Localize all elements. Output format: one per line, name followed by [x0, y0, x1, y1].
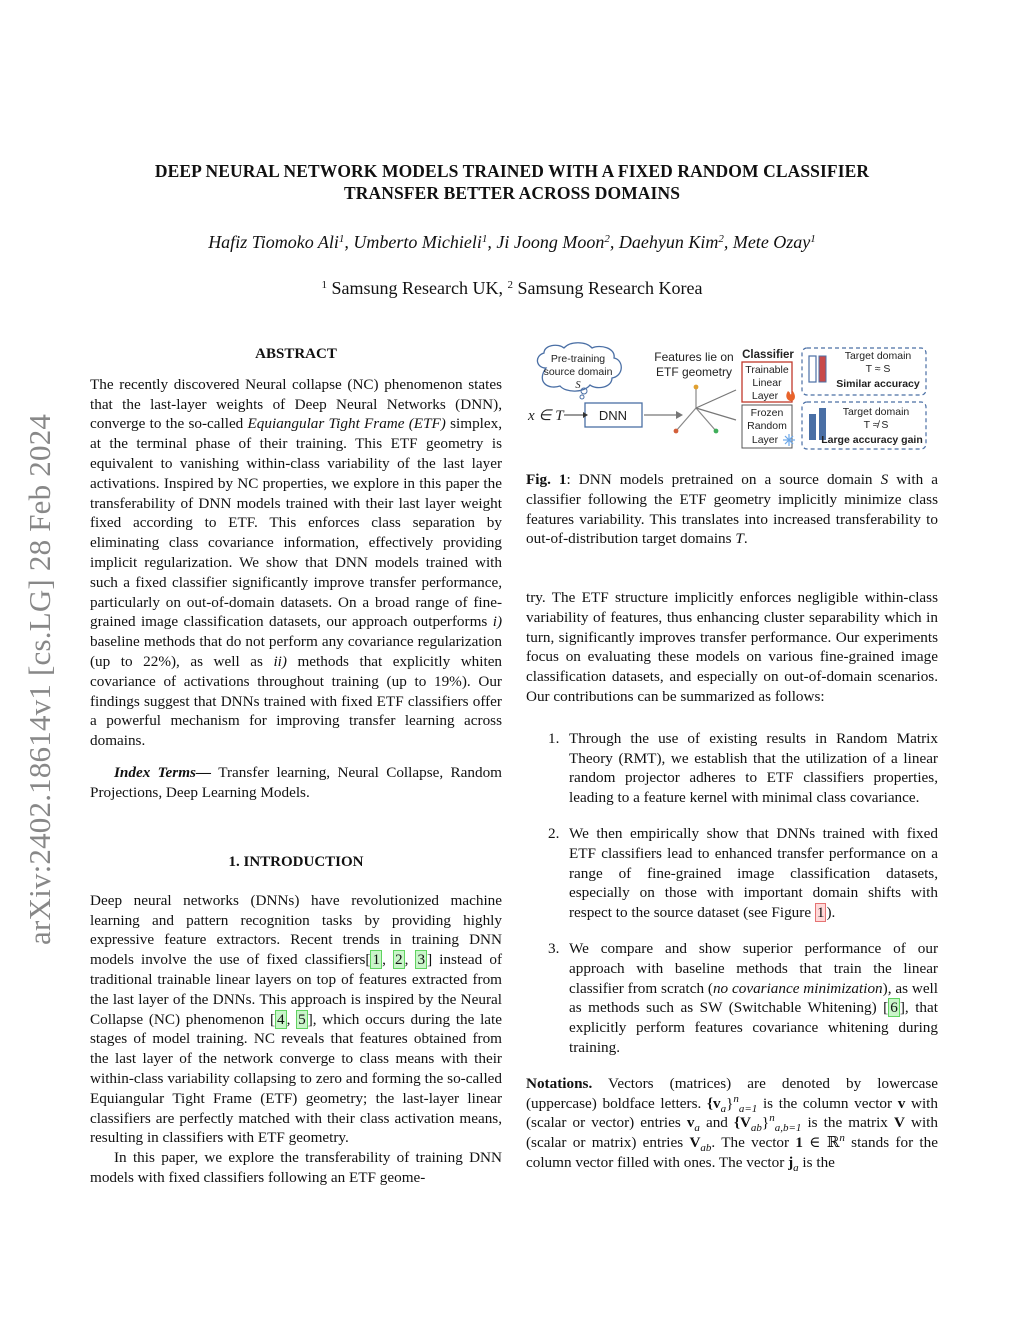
caption-math: T — [735, 530, 744, 548]
contribution-emphasis: no covariance minimization — [712, 979, 883, 997]
accuracy-bar-ours — [819, 356, 826, 382]
author-affiliation-mark: 1 — [338, 233, 345, 245]
introduction-section — [90, 853, 502, 1188]
intro-paragraph-2: In this paper, we explore the transferability of training DNN models with fixed classifiers following an ETF geome- — [90, 1149, 502, 1186]
abstract-part: simplex, at the terminal phase of their training. This ETF geometry is equivalent to vanishing within-class variability of the last layer activations. Inspired by NC properties, we explore in this paper the transferability of DNN models trained with their last layer weight fixed according to ETF. This enforces class separation by eliminating class covariance information, effectively providing implicit regularization. We show that DNN models trained with such a fixed classifier significantly improve transfer performance, particularly on out-of-domain datasets. On a broad range of fine-grained image classification datasets, our approach outperforms — [90, 415, 503, 631]
citation-link[interactable]: 4 — [277, 1010, 285, 1028]
contribution-text: Through the use of existing results in Random Matrix Theory (RMT), we establish that the utilization of a linear random projector adheres to ETF classifiers properties, leading to a feature kernel with minimal class covariance. — [569, 729, 938, 807]
citation-link[interactable]: 5 — [298, 1010, 306, 1028]
target-domain-relation: T ≉ S — [863, 419, 889, 431]
contribution-number: 2. — [548, 824, 560, 842]
contributions-list — [526, 729, 938, 1058]
input-label: x ∈ T — [528, 408, 564, 424]
frozen-label: Random — [747, 420, 787, 432]
citation-link[interactable]: 1 — [372, 951, 381, 969]
affiliation-number: 2 — [507, 279, 513, 291]
abstract-math: ii) — [273, 652, 287, 670]
target-domain-result: Similar accuracy — [836, 378, 920, 390]
pretrain-source-symbol: S — [575, 380, 581, 391]
etf-label: Features lie on — [654, 350, 734, 364]
intro-text: Deep neural networks (DNNs) have revolutionized machine learning and pattern recognition tasks by providing highly expressive feature extractors. Recent trends in training DNN models involve the use of fixed classifiers[ — [90, 891, 502, 969]
title-line-1: DEEP NEURAL NETWORK MODELS TRAINED WITH A FIXED RANDOM CLASSIFIER — [154, 161, 870, 181]
intro-paragraph-3: try. The ETF structure implicitly enforces negligible within-class variability of features, thus enhancing cluster separability which in turn, significantly improves transfer performance. Our experiments focus on evaluating these models on various fine-grained image classification datasets, and especially on out-of-domain scenarios. Our contributions can be summarized as follows: — [526, 589, 938, 705]
abstract-heading: ABSTRACT — [255, 346, 337, 362]
target-domain-label: Target domain — [844, 350, 912, 362]
etf-axis — [676, 408, 696, 431]
intro-paragraph-1: Deep neural networks (DNNs) have revolutionized machine learning and pattern recognition tasks by providing highly expressive feature extractors. Recent trends in training DNN models involve the use of fixed classifiers[ 1 , 2 , 3 ] instead of traditional trainable linear layers on top of features extracted from the last layer of the DNNs. This approach is inspired by the Neural Collapse (NC) phenomenon [ 4 , 5 ], which occurs during the late stages of model training. NC reveals that features obtained from the last layer of the network converge to class means with their within-class variability collapsing to zero and forming the so-called Equiangular Tight Frame (ETF) geometry; the last-layer linear classifiers are perfectly matched with their class activation means, resulting in classifiers with ETF geometry. — [90, 891, 503, 1147]
features-to-classifier-arrow — [696, 390, 736, 408]
frozen-label: Layer — [751, 434, 779, 446]
contribution-item — [526, 824, 938, 923]
author-affiliation-mark: 1 — [810, 233, 816, 245]
author-list: Hafiz Tiomoko Ali$^1$, Umberto Michieli$^1$, Ji Joong Moon$^2$, Daehyun Kim$^2$, Mete Ozay$^1$ — [208, 232, 816, 252]
cloud-bubble — [580, 395, 584, 399]
affiliation-number: 1 — [321, 279, 328, 291]
intro-text: ], which occurs during the late stages of model training. NC reveals that features obtained from the last layer of the network converge to class means with their within-class variability collapsing to zero and forming the so-called Equiangular Tight Frame (ETF) geometry; the last-layer linear classifiers are perfectly matched with their class activation means, resulting in classifiers with ETF geometry. — [90, 1010, 503, 1147]
abstract-text — [90, 375, 502, 751]
author-name: Ji Joong Moon — [496, 232, 605, 252]
accuracy-bar-baseline — [809, 414, 816, 440]
index-terms-label: Index Terms— — [114, 763, 212, 781]
figure-reference-link[interactable]: 1 — [816, 904, 825, 922]
classifier-label: Classifier — [742, 349, 794, 361]
arxiv-identifier: arXiv:2402.18614v1 [cs.LG] 28 Feb 2024 — [22, 413, 57, 945]
abstract-section — [90, 345, 502, 803]
figure-diagram — [526, 342, 938, 452]
author-affiliation-mark: 2 — [604, 233, 610, 245]
figure-1-caption — [526, 470, 938, 549]
abstract-part: methods that explicitly whiten covariance of activations throughout training (up to 19%). Our findings suggest that DNNs trained with fixed ETF classifiers offer a powerful mechanism for improving transfer learning across domains. — [90, 652, 503, 750]
caption-text: with a classifier following the ETF geometry implicitly minimize class features variability. This translates into increased transferability to out-of-distribution target domains — [526, 471, 938, 548]
etf-class-point — [674, 429, 679, 434]
target-domain-label: Target domain — [842, 406, 910, 418]
accuracy-bar-baseline — [809, 356, 816, 382]
introduction-continued — [526, 588, 938, 1173]
etf-class-point — [694, 385, 699, 390]
abstract-math: i) — [492, 613, 502, 631]
notations-label: Notations. — [526, 1074, 593, 1092]
abstract-part: baseline methods that do not perform any covariance regularization (up to 22%), as well as — [90, 633, 502, 670]
paper-title — [80, 160, 944, 204]
caption-text: . — [743, 530, 748, 548]
contribution-text: ). — [826, 904, 836, 922]
contribution-item — [526, 939, 938, 1058]
trainable-label: Trainable — [745, 364, 789, 376]
citation-link[interactable]: 2 — [394, 951, 403, 969]
abstract-emphasis: Equiangular Tight Frame (ETF) — [247, 415, 446, 433]
affiliations: $^1$ Samsung Research UK, $^2$ Samsung Research Korea — [321, 278, 703, 298]
citation-link[interactable]: 6 — [890, 999, 898, 1017]
intro-text: ] instead of traditional trainable linear layers on top of features extracted from the last layer of the DNNs. This approach is inspired by the Neural Collapse (NC) phenomenon [ — [90, 951, 503, 1028]
author-name: Daehyun Kim — [618, 232, 719, 252]
index-terms — [90, 763, 502, 803]
contribution-text: ], that explicitly perform features covariance whitening during training. — [569, 999, 938, 1056]
target-domain-result: Large accuracy gain — [821, 434, 923, 446]
features-arrowhead — [676, 411, 683, 419]
figure-1 — [526, 342, 938, 452]
author-affiliation-mark: 2 — [718, 233, 724, 245]
affiliation-name: Samsung Research UK — [331, 278, 499, 298]
frozen-label: Frozen — [750, 407, 784, 419]
introduction-heading: 1. INTRODUCTION — [228, 854, 364, 870]
author-name: Hafiz Tiomoko Ali — [208, 232, 339, 252]
author-name: Umberto Michieli — [353, 232, 482, 252]
author-affiliation-mark: 1 — [481, 233, 488, 245]
abstract-part: The recently discovered Neural collapse (NC) phenomenon states that the last-layer weights of Deep Neural Networks (DNN), converge to the so-called — [90, 375, 502, 433]
trainable-label: Layer — [751, 390, 779, 402]
dnn-label: DNN — [598, 408, 628, 423]
contribution-item — [526, 729, 938, 808]
notations-paragraph: Notations. Vectors (matrices) are denoted by lowercase (uppercase) boldface letters. $\{v_a\}^n_{a=1}$ is the column vector v with (scalar or vector) entries $v_a$ and $\{V_{ab}\}^n_{a,b=1}$ is the matrix V with (scalar or matrix) entries $V_{ab}$. The vector 1 ∈ ℝ$^n$ stands for the column vector filled with ones. The vector $j_a$ is the — [526, 1074, 938, 1174]
contribution-text: We then empirically show that DNNs trained with fixed ETF classifiers lead to enhanced transfer performance on a range of fine-grained image classification datasets, especially on those with important domain shifts with respect to the source dataset (see Figure — [569, 824, 938, 922]
fire-icon — [786, 390, 795, 401]
snowflake-icon — [783, 434, 795, 446]
contribution-number: 3. — [548, 939, 560, 957]
index-terms-text: Transfer learning, Neural Collapse, Random Projections, Deep Learning Models. — [90, 763, 502, 801]
pretrain-label: Pre-training — [550, 353, 606, 365]
etf-label: ETF geometry — [655, 365, 733, 379]
affiliation-name: Samsung Research Korea — [517, 278, 703, 298]
etf-class-point — [714, 429, 719, 434]
target-domain-relation: T ≈ S — [865, 363, 891, 375]
caption-label: Fig. 1 — [526, 471, 567, 488]
author-name: Mete Ozay — [732, 232, 811, 252]
caption-math: S — [880, 471, 889, 488]
caption-text: : DNN models pretrained on a source domain — [566, 471, 881, 488]
citation-link[interactable]: 3 — [417, 951, 426, 969]
trainable-label: Linear — [752, 377, 782, 389]
contribution-text: ), as well as methods such as SW (Switchable Whitening) [ — [569, 979, 938, 1017]
title-line-2: TRANSFER BETTER ACROSS DOMAINS — [343, 183, 681, 203]
contribution-number: 1. — [548, 729, 560, 747]
contribution-text: We compare and show superior performance of our approach with baseline methods that train the linear classifier from scratch ( — [569, 939, 938, 997]
pretrain-label: source domain — [543, 366, 613, 378]
